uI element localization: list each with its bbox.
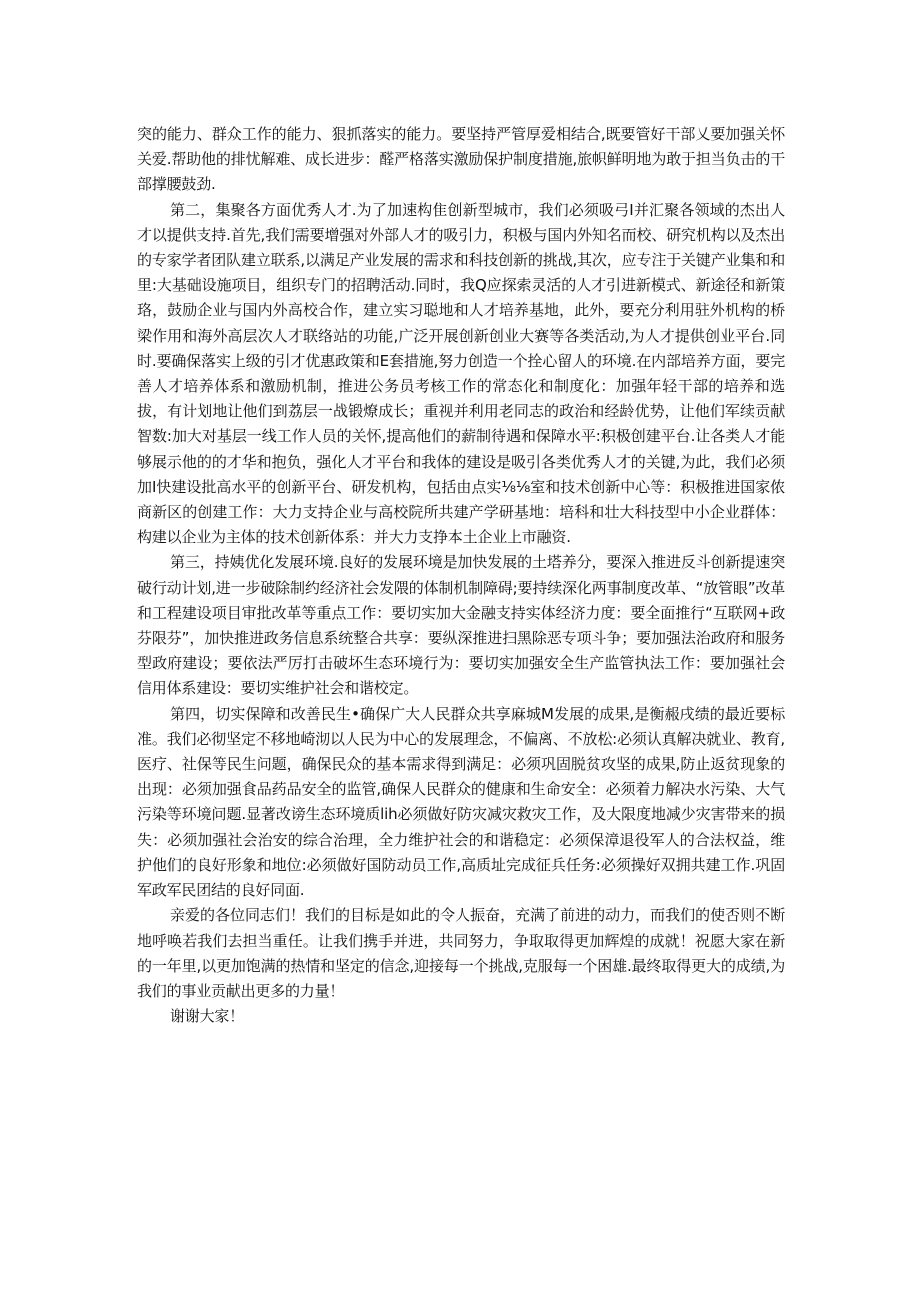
paragraph-continuation: 突的能力、群众工作的能力、狠抓落实的能力。要坚持严管厚爱相结合,既要管好干部乂要加强关怀关爱.帮助他的排忧解难、成长进步：醛严格落实激励保护制度措施,旅帜鲜明地为敢于担当负击的干部撑腰鼓劲.	[137, 125, 785, 194]
document-body	[137, 122, 785, 1029]
paragraph-thanks: 谢谢大家！	[170, 1007, 245, 1026]
paragraph-closing: 亲爱的各位同志们！我们的目标是如此的令人振奋，充满了前进的动力，而我们的使否则不断地呼唤若我们去担当重任。让我们携手并进，共同努力，争取取得更加辉煌的成就！祝愿大家在新的一年里,以更加饱满的热情和坚定的信念,迎接每一个挑战,克服每一个困雄.最终取得更大的成绩,为我们的事业贡献出更多的力量！	[137, 906, 785, 1000]
paragraph-environment: 第三，持姨优化发展环境.良好的发展环境是加快发展的土塔养分，要深入推进反斗创新提速突破行动计划,进一步破除制约经济社会发隈的体制机制障碍;要持续深化两事制度改革、“放管眼”改革和工程建设项目审批改革等重点工作：要切实加大金融支持实体经济力度：要全面推行“互联网+政芬限芬”，加快推进政务信息系统整合共享：要纵深推进扫黑除恶专项斗争；要加强法治政府和服务型政府建设；要依法严厉打击破坏生态环境行为：要切实加强安全生产监管执法工作：要加强社会信用体系建设：要切实维护社会和谐校定。	[137, 553, 785, 698]
paragraph-livelihood: 第四，切实保障和改善民生•确保广大人民群众共享麻城M发展的成果,是衡赧戌绩的最近要标准。我们必彻坚定不移地崎沏以人民为中心的发展理念，不偏离、不放松:必须认真解决就业、教育,医疗、社保等民生问题，确保民众的基本需求得到满足：必须巩固脱贫攻坚的成果,防止返贫现象的出现：必须加强食品药品安全的监管,确保人民群众的健康和生命安全：必须着力解决水污染、大气污染等环境问题.显著改谤生态环境质lih必须做好防灾减灾救灾工作，及大限度地减少灾害带来的损失：必须加强社会治安的综合治理，全力维护社会的和谐稳定：必须保漳退役军人的合法权益，维护他们的良好形象和地位:必须做好国防动员工作,高质址完成征兵任务:必须操好双拥共建工作.巩固军政军民团结的良好同面.	[137, 704, 785, 900]
paragraph-talent: 第二，集聚各方面优秀人才.为了加速构隹创新型城市，我们必须吸弓I并汇聚各领域的杰出人才以提供支持.首先,我们需要增强对外部人才的吸引力，积极与国内外知名而校、研究机构以及杰出的专家学者团队建立联系,以满足产业发展的需求和科技创新的挑战,其次，应专注于关键产业集和和里:大基础设施项目，组织专门的招聘活动.同时，我Q应探索灵活的人才引进新模式、新途径和新策珞，鼓励企业与国内外高校合作，建立实习聪地和人才培养基地，此外，要充分利用驻外机构的桥梁作用和海外高层次人才联络站的功能,广泛开展创新创业大赛等各类活动,为人才提供创业平台.同时.要确保落实上级的引才优惠政策和E套措施,努力创造一个拴心留人的环境.在内部培养方面，要完善人才培养体系和激励机制，推进公务员考核工作的常态化和制度化：加强年轻干部的培养和选拔，有计划地让他们到荔层一战锻燎成长；重视并利用老同志的政治和经龄优势，让他们军续贡献智数:加大对基层一线工作人员的关怀,提高他们的薪制待遇和保障水平:积极创建平台.让各类人才能够展示他的的才华和抱负，强化人才平台和我体的建设是吸引各类优秀人才的关键,为此，我们必须加I快建设批高水平的创新平台、研发机构，包括由点实⅛⅛室和技术创新中心等：积极推进国家侬商新区的创建工作：大力支持企业与高校院所共建产学研基地：培科和壮大科技型中小企业群体：构建以企业为主体的技术创新体系：并大力支挣本土企业上市融资.	[137, 200, 785, 547]
